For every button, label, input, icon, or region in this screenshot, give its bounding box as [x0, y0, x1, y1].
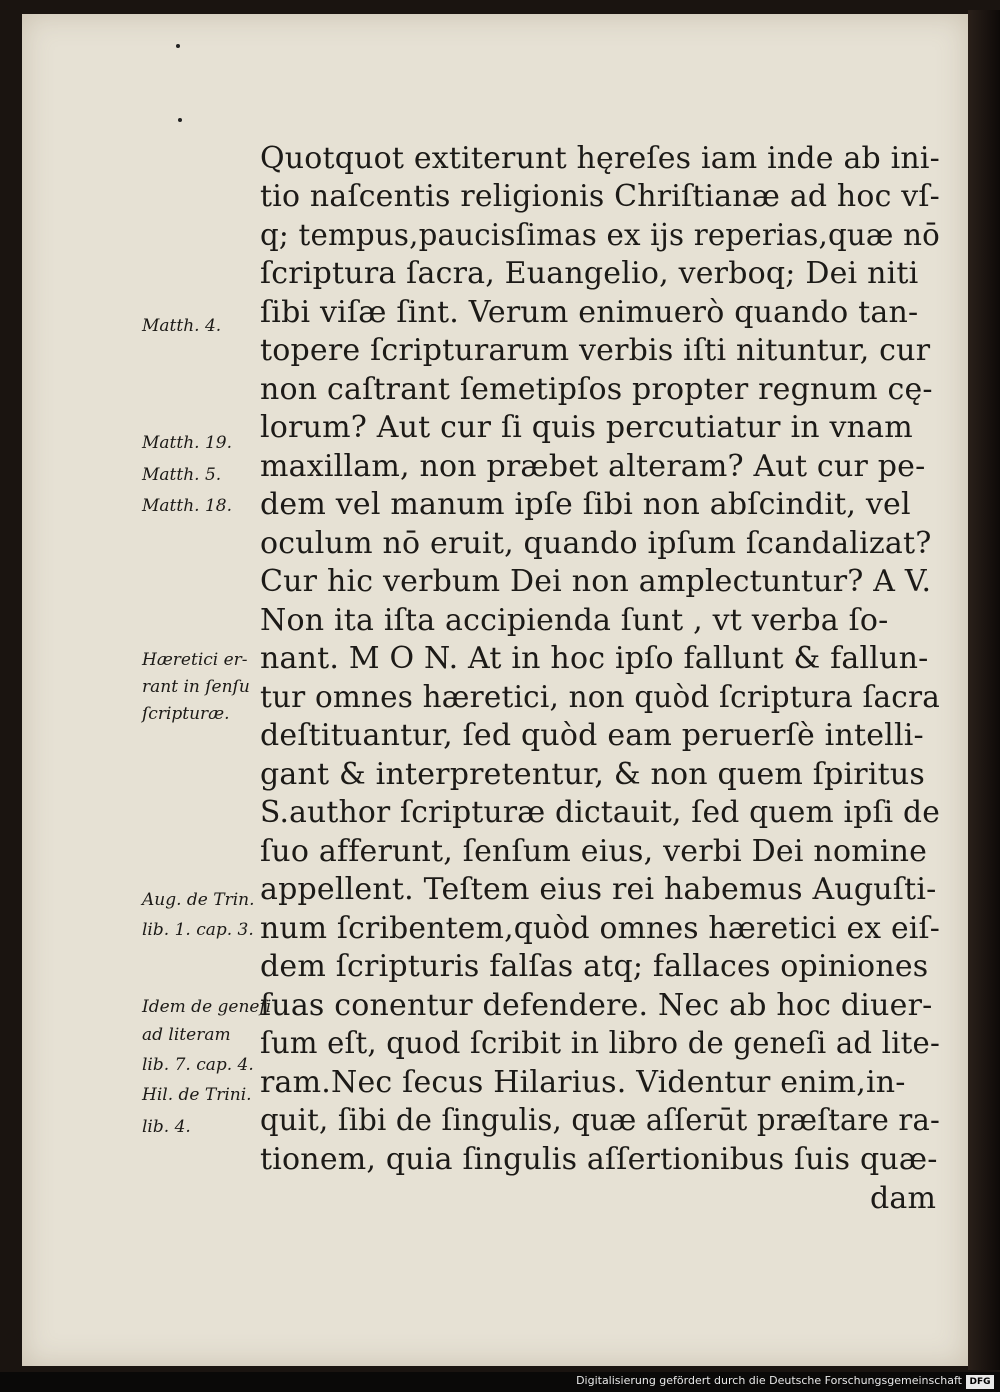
margin-note: Aug. de Trin.: [142, 890, 255, 910]
text-line: ſuo afferunt, ſenſum eius, verbi Dei nomine: [260, 834, 928, 869]
margin-note: Matth. 4.: [142, 316, 222, 336]
text-line: ſibi viſæ ſint. Verum enimuerò quando tan-: [260, 295, 919, 330]
text-line: tionem, quia ſingulis aſſertionibus ſuis quæ-: [260, 1142, 938, 1177]
margin-note: Matth. 18.: [142, 496, 232, 516]
margin-note: lib. 1. cap. 3.: [142, 920, 254, 940]
footer-bar: [0, 1372, 1000, 1392]
margin-note: lib. 4.: [142, 1117, 191, 1137]
footer-credit: Digitalisierung gefördert durch die Deutsche Forschungsgemeinschaft: [576, 1374, 962, 1387]
book-edge: [968, 10, 1000, 1370]
margin-note: Idem de geneſi: [142, 997, 272, 1017]
text-line: tur omnes hæretici, non quòd ſcriptura ſacra: [260, 680, 940, 715]
margin-note: Matth. 19.: [142, 433, 232, 453]
text-line: appellent. Teſtem eius rei habemus Auguſti-: [260, 872, 937, 907]
ink-dot: [176, 44, 180, 48]
margin-note: rant in ſenſu: [142, 677, 250, 697]
text-line: tio naſcentis religionis Chriſtianæ ad hoc vſ-: [260, 179, 940, 214]
text-line: dem ſcripturis falſas atq; fallaces opiniones: [260, 949, 929, 984]
margin-note: ſcripturæ.: [142, 704, 230, 724]
text-line: q; tempus,paucisſimas ex ijs reperias,quæ nō: [260, 218, 940, 253]
text-line: ram.Nec ſecus Hilarius. Videntur enim,in-: [260, 1065, 906, 1100]
catchword: dam: [870, 1181, 937, 1216]
text-line: dem vel manum ipſe ſibi non abſcindit, vel: [260, 487, 911, 522]
text-line: maxillam, non præbet alteram? Aut cur pe-: [260, 449, 926, 484]
ink-dot: [178, 118, 182, 122]
text-line: lorum? Aut cur ſi quis percutiatur in vnam: [260, 410, 913, 445]
text-line: num ſcribentem,quòd omnes hæretici ex eiſ-: [260, 911, 940, 946]
text-line: quit, ſibi de ſingulis, quæ aſſerūt præſtare ra-: [260, 1103, 940, 1138]
text-line: Quotquot extiterunt hęreſes iam inde ab ini-: [260, 141, 940, 176]
text-line: nant. M O N. At in hoc ipſo fallunt & fallun-: [260, 641, 929, 676]
text-line: ſuas conentur defendere. Nec ab hoc diuer-: [260, 988, 933, 1023]
margin-note: lib. 7. cap. 4.: [142, 1055, 254, 1075]
margin-note: Matth. 5.: [142, 465, 222, 485]
margin-note: Hæretici er-: [142, 650, 248, 670]
text-line: S.author ſcripturæ dictauit, ſed quem ipſi de: [260, 795, 940, 830]
margin-note: ad literam: [142, 1025, 231, 1045]
text-line: deſtituantur, ſed quòd eam peruerſè intelli-: [260, 718, 924, 753]
text-line: ſum eſt, quod ſcribit in libro de geneſi ad lite-: [260, 1026, 940, 1061]
dfg-logo-icon: DFG: [966, 1375, 994, 1389]
margin-note: Hil. de Trini.: [142, 1085, 252, 1105]
text-line: Cur hic verbum Dei non amplectuntur? A V.: [260, 564, 932, 599]
text-line: Non ita iſta accipienda ſunt , vt verba ſo-: [260, 603, 889, 638]
text-line: ſcriptura ſacra, Euangelio, verboq; Dei niti: [260, 256, 919, 291]
text-line: oculum nō eruit, quando ipſum ſcandalizat?: [260, 526, 932, 561]
text-line: topere ſcripturarum verbis iſti nituntur, cur: [260, 333, 931, 368]
text-line: gant & interpretentur, & non quem ſpiritus: [260, 757, 925, 792]
text-line: non caſtrant ſemetipſos propter regnum cę-: [260, 372, 933, 407]
